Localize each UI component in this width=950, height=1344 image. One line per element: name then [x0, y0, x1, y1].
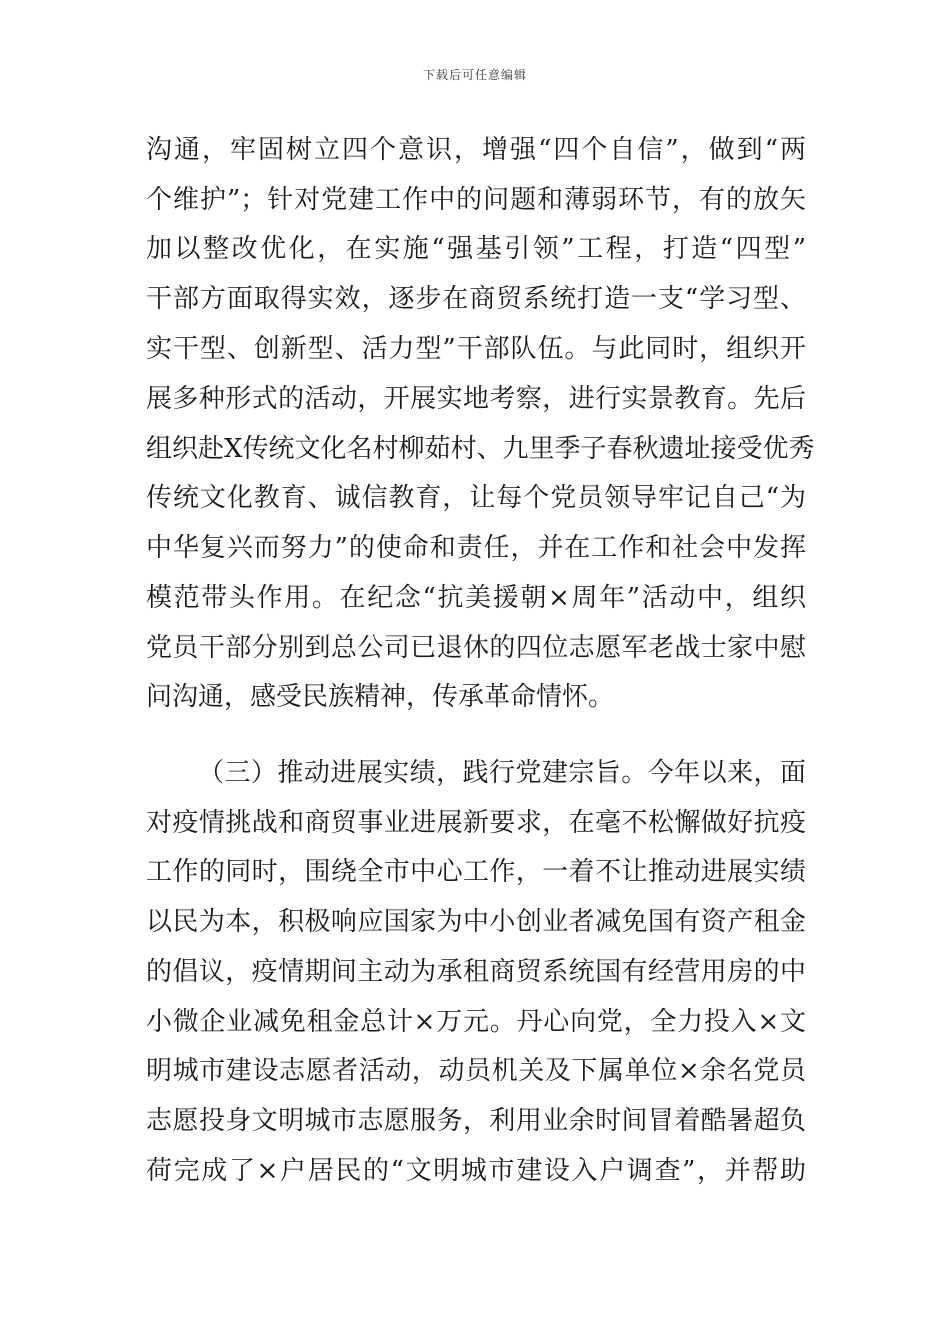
text-line: 组织赴X传统文化名村柳茹村、九里季子春秋遗址接受优秀 [146, 434, 815, 464]
page-header-note: 下载后可任意编辑 [422, 68, 527, 82]
text-line: 传统文化教育、诚信教育，让每个党员领导牢记自己“为 [146, 483, 806, 513]
text-line: 的倡议，疫情期间主动为承租商贸系统国有经营用房的中 [146, 957, 806, 987]
text-line: 工作的同时，围绕全市中心工作，一着不让推动进展实绩 [146, 857, 806, 887]
text-line: 小微企业减免租金总计×万元。丹心向党，全力投入×文 [146, 1007, 806, 1037]
text-line: 个维护”；针对党建工作中的问题和薄弱环节，有的放矢 [146, 185, 806, 215]
text-line: 明城市建设志愿者活动，动员机关及下属单位×余名党员 [146, 1056, 806, 1086]
text-line: 中华复兴而努力”的使命和责任，并在工作和社会中发挥 [146, 533, 806, 563]
text-line: 模范带头作用。在纪念“抗美援朝×周年”活动中，组织 [146, 583, 806, 613]
text-line: 加以整改优化，在实施“强基引领”工程，打造“四型” [146, 234, 806, 264]
text-line: 展多种形式的活动，开展实地考察，进行实景教育。先后 [146, 384, 806, 414]
text-line: 党员干部分别到总公司已退休的四位志愿军老战士家中慰 [146, 633, 806, 663]
text-line: 荷完成了×户居民的“文明城市建设入户调查”，并帮助 [146, 1156, 806, 1186]
section-heading-line: （三）推动进展实绩，践行党建宗旨。今年以来，面 [198, 758, 806, 788]
text-line: 志愿投身文明城市志愿服务，利用业余时间冒着酷暑超负 [146, 1106, 806, 1136]
text-line: 以民为本，积极响应国家为中小创业者减免国有资产租金 [146, 907, 806, 937]
text-line: 对疫情挑战和商贸事业进展新要求，在毫不松懈做好抗疫 [146, 808, 806, 838]
text-line: 问沟通，感受民族精神，传承革命情怀。 [146, 682, 615, 712]
text-line: 干部方面取得实效，逐步在商贸系统打造一支“学习型、 [146, 284, 806, 314]
text-line: 沟通，牢固树立四个意识，增强“四个自信”，做到“两 [146, 135, 806, 165]
text-line: 实干型、创新型、活力型”干部队伍。与此同时，组织开 [146, 334, 806, 364]
